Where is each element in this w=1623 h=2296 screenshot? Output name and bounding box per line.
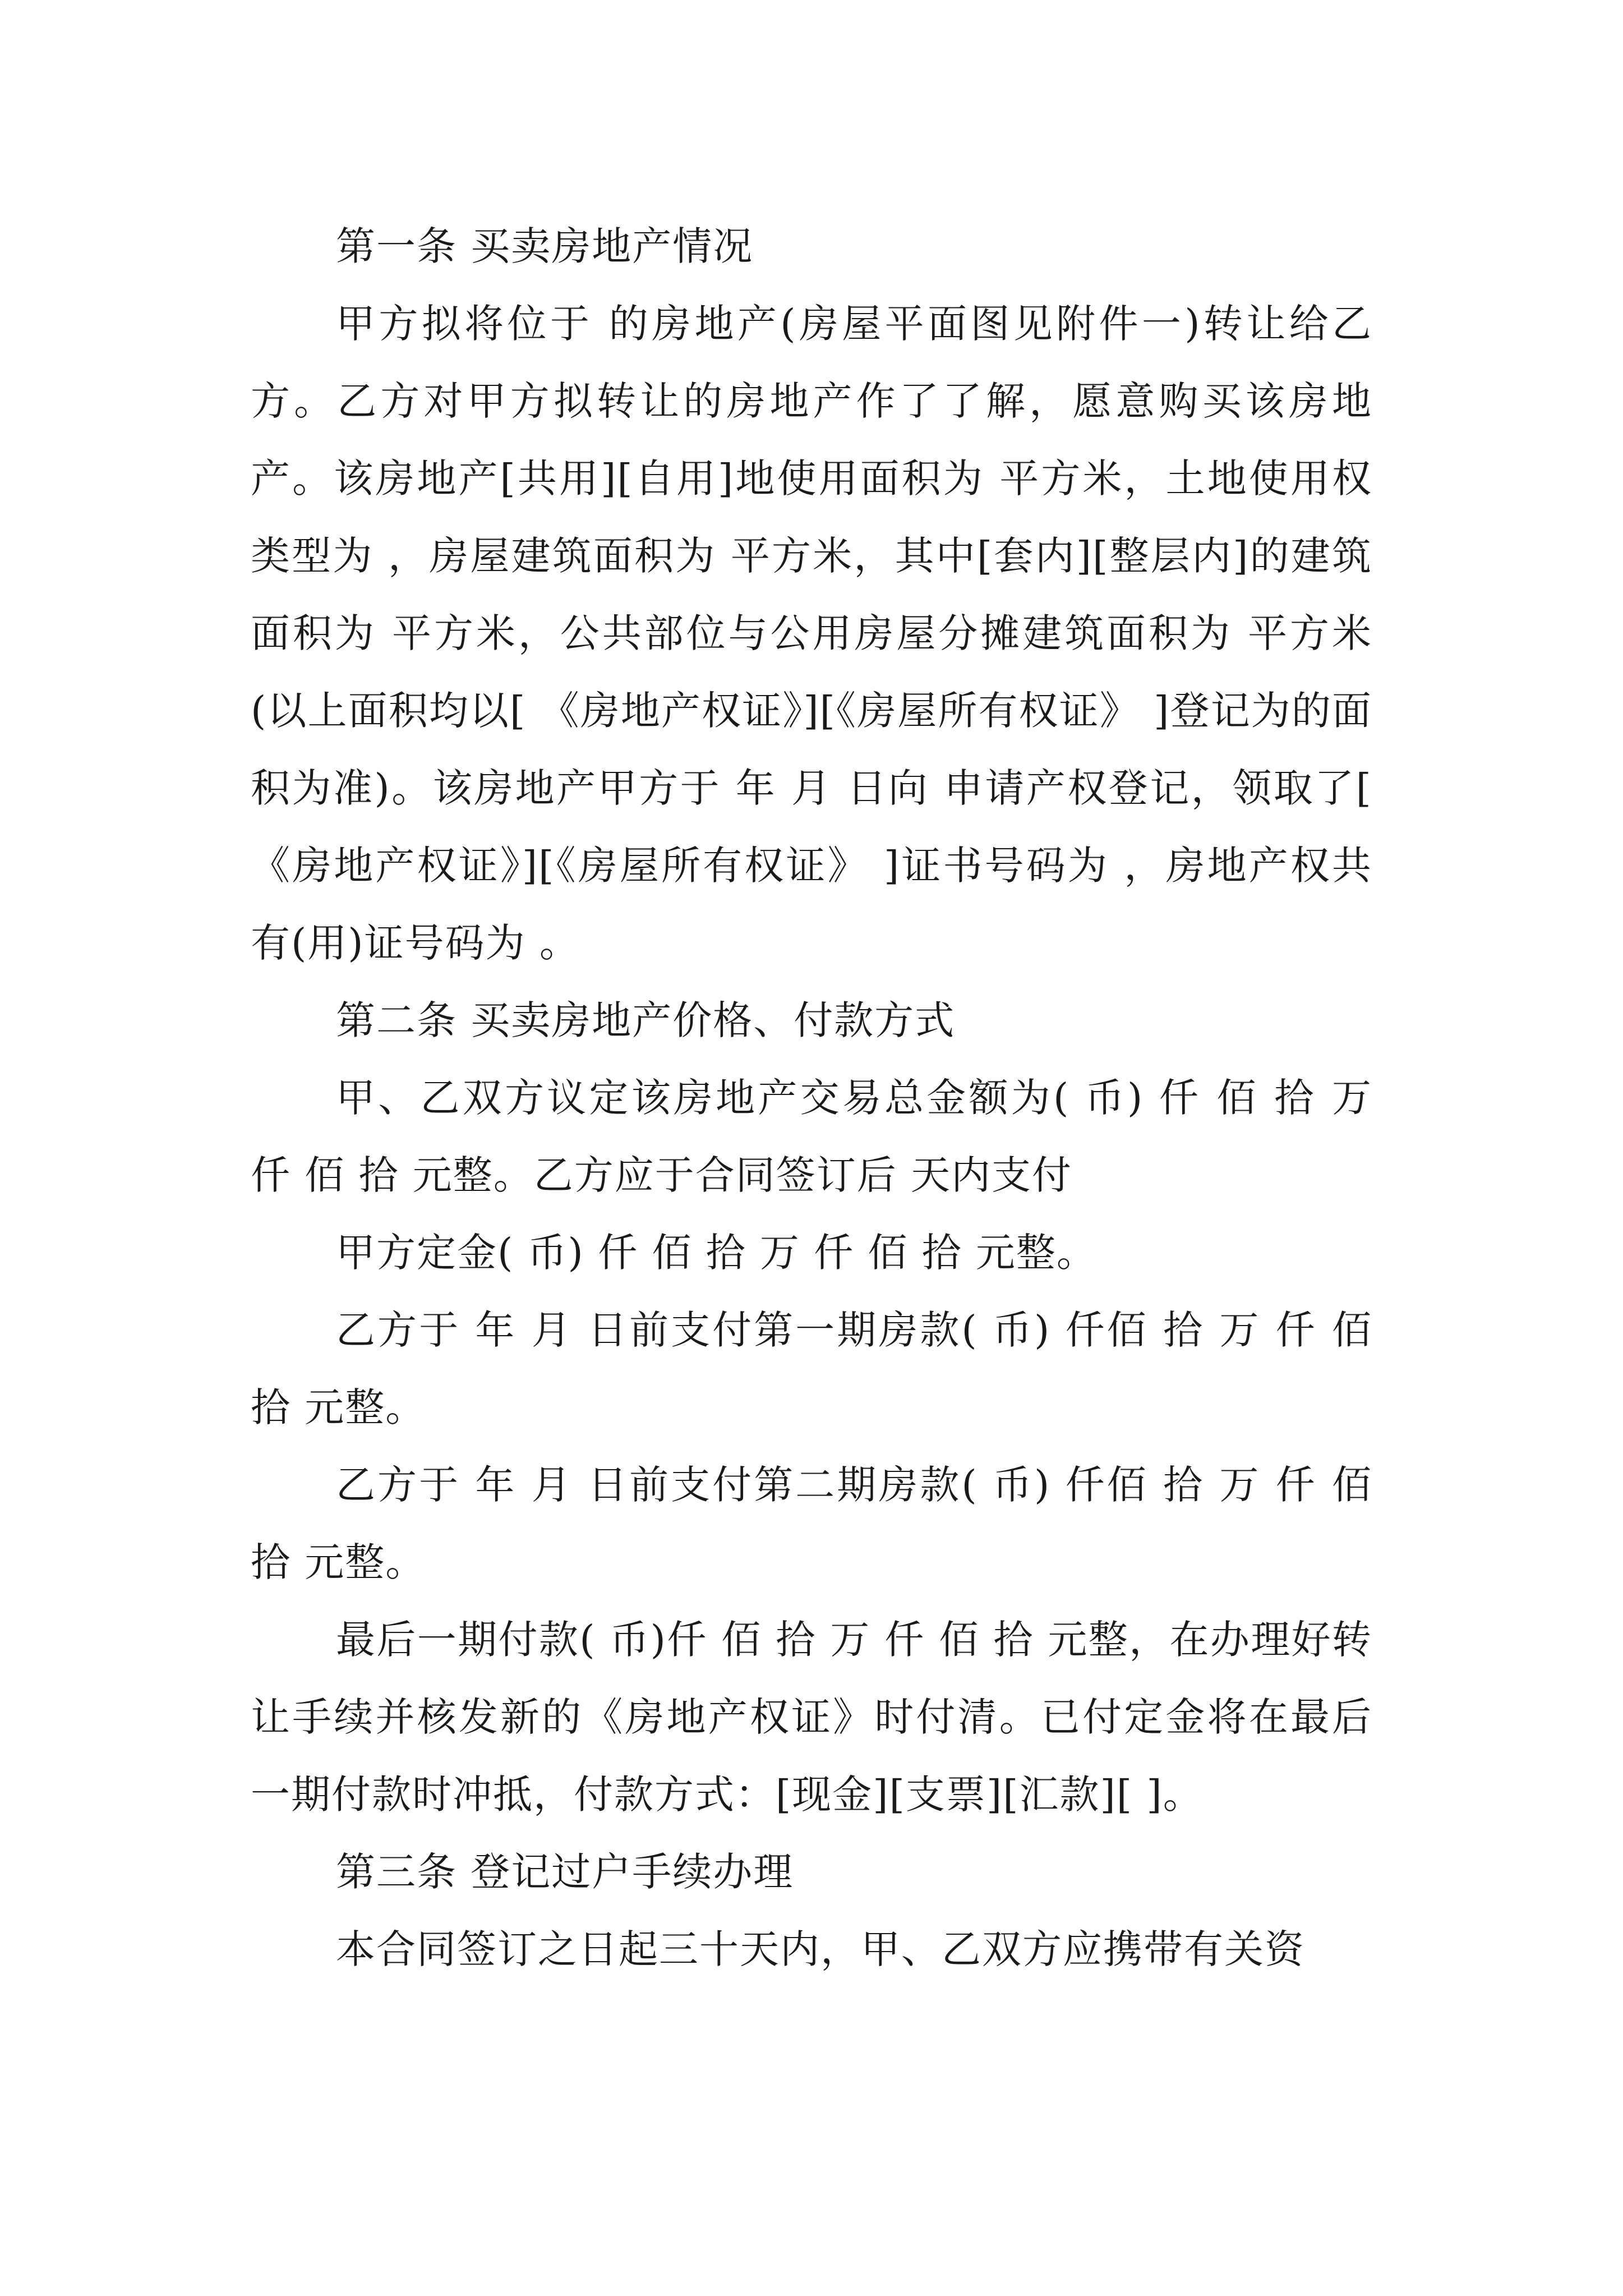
article-2-first-payment: 乙方于 年 月 日前支付第一期房款( 币) 仟佰 拾 万 仟 佰 拾 元整。 bbox=[251, 1307, 1386, 1430]
article-3-body: 本合同签订之日起三十天内，甲、乙双方应携带有关资 bbox=[336, 1926, 1305, 1972]
article-2-heading: 第二条 买卖房地产价格、付款方式 bbox=[336, 997, 956, 1043]
article-1-body: 甲方拟将位于 的房地产(房屋平面图见附件一)转让给乙方。乙方对甲方拟转让的房地产作了了解，愿意购买该房地产。该房地产[共用][自用]地使用面积为 平方米，土地使用权类型为 ，房屋建筑面积为 平方米，其中[套内][整层内]的建筑面积为 平方米，公共部位与公用房屋分摊建筑面积为 平方米(以上面积均以[ 《房地产权证》][《房屋所有权证》 ]登记为的面积为准)。该房地产甲方于 年 月 日向 申请产权登记，领取了[ 《房地产权证》][《房屋所有权证》 ]证书号码为 ，房地产权共有(用)证号码为 。 bbox=[251, 301, 1386, 966]
article-2-final-payment: 最后一期付款( 币)仟 佰 拾 万 仟 佰 拾 元整，在办理好转让手续并核发新的《房地产权证》时付清。已付定金将在最后一期付款时冲抵，付款方式：[现金][支票][汇款][ ]。 bbox=[251, 1617, 1372, 1818]
article-1-heading: 第一条 买卖房地产情况 bbox=[336, 223, 754, 269]
article-2-second-payment: 乙方于 年 月 日前支付第二期房款( 币) 仟佰 拾 万 仟 佰 拾 元整。 bbox=[251, 1462, 1386, 1585]
article-3-heading: 第三条 登记过户手续办理 bbox=[336, 1849, 794, 1895]
contract-body bbox=[251, 208, 1386, 1988]
article-2-deposit: 甲方定金( 币) 仟 佰 拾 万 仟 佰 拾 元整。 bbox=[336, 1230, 1097, 1276]
article-2-total-price: 甲、乙双方议定该房地产交易总金额为( 币) 仟 佰 拾 万 仟 佰 拾 元整。乙方应于合同签订后 天内支付 bbox=[251, 1075, 1386, 1198]
